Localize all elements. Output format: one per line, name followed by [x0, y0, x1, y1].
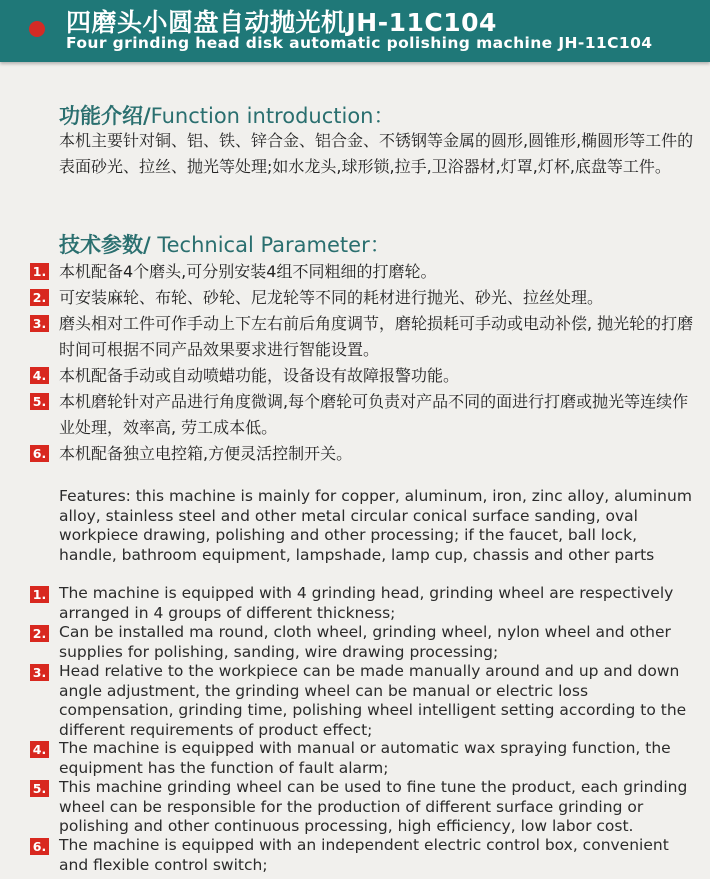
feature-item: [30, 662, 700, 740]
function-description: 本机主要针对铜、铝、铁、锌合金、铝合金、不锈钢等金属的圆形,圆锥形,椭圆形等工件的表面砂光、拉丝、抛光等处理;如水龙头,球形锁,拉手,卫浴器材,灯罩,灯杯,底盘等工件。: [59, 131, 694, 176]
feature-item: [30, 584, 700, 623]
tech-item: [30, 259, 700, 285]
number-badge: 3.: [30, 664, 49, 681]
tech-item: [30, 363, 700, 389]
feature-item: [30, 778, 700, 837]
tech-item: [30, 311, 700, 362]
number-badge: 4.: [30, 741, 49, 758]
number-badge: 1.: [30, 263, 49, 280]
tech-item-text: 本机磨轮针对产品进行角度微调,每个磨轮可负责对产品不同的面进行打磨或抛光等连续作业处理，效率高, 劳工成本低。: [59, 392, 689, 437]
feature-item: [30, 836, 700, 875]
number-badge: 5.: [30, 393, 49, 410]
number-badge: 5.: [30, 780, 49, 797]
tech-item: [30, 441, 700, 467]
technical-title-en: Technical Parameter：: [150, 233, 391, 257]
feature-item: [30, 739, 700, 778]
feature-item-text: The machine is equipped with an independent electric control box, convenient and flexible control switch;: [59, 836, 669, 874]
tech-item-text: 本机配备4个磨头,可分别安装4组不同粗细的打磨轮。: [59, 262, 437, 281]
tech-item-text: 磨头相对工件可作手动上下左右前后角度调节，磨轮损耗可手动或电动补偿, 抛光轮的打磨时间可根据不同产品效果要求进行智能设置。: [59, 314, 694, 359]
feature-item-text: The machine is equipped with 4 grinding head, grinding wheel are respectively arranged in 4 groups of different thickness;: [59, 584, 674, 622]
technical-title-cn: 技术参数/: [59, 233, 151, 257]
function-section-title: [59, 100, 394, 130]
features-description: Features: this machine is mainly for copper, aluminum, iron, zinc alloy, aluminum alloy, stainless steel and other metal circular conical surface sanding, oval workpiece drawing, polishing and other processing; if the faucet, ball lock, handle, bathroom equipment, lampshade, lamp cup, chassis and other parts: [59, 487, 692, 564]
technical-section-title: [59, 229, 391, 259]
feature-item: [30, 623, 700, 662]
header-title-en: Four grinding head disk automatic polishing machine JH-11C104: [66, 34, 653, 52]
header-title-cn: 四磨头小圆盘自动抛光机JH-11C104: [66, 8, 497, 37]
feature-item-text: Head relative to the workpiece can be made manually around and up and down angle adjustment, the grinding wheel can be manual or electric loss compensation, grinding time, polishing wheel intelligent setting according to the different requirements of product effect;: [59, 662, 687, 739]
number-badge: 2.: [30, 289, 49, 306]
number-badge: 6.: [30, 838, 49, 855]
tech-item-text: 可安装麻轮、布轮、砂轮、尼龙轮等不同的耗材进行抛光、砂光、拉丝处理。: [59, 288, 604, 307]
number-badge: 4.: [30, 367, 49, 384]
feature-item-text: Can be installed ma round, cloth wheel, grinding wheel, nylon wheel and other supplies for polishing, sanding, wire drawing processing;: [59, 623, 671, 661]
number-badge: 2.: [30, 625, 49, 642]
header-bar: [0, 0, 710, 62]
function-title-en: Function introduction：: [150, 104, 395, 128]
tech-item: [30, 285, 700, 311]
number-badge: 3.: [30, 315, 49, 332]
number-badge: 1.: [30, 586, 49, 603]
feature-item-text: The machine is equipped with manual or automatic wax spraying function, the equipment has the function of fault alarm;: [59, 739, 671, 777]
number-badge: 6.: [30, 445, 49, 462]
function-title-cn: 功能介绍/: [59, 104, 151, 128]
feature-item-text: This machine grinding wheel can be used to fine tune the product, each grinding wheel can be responsible for the production of different surface grinding or polishing and other continuous processing, high efficiency, low labor cost.: [59, 778, 688, 835]
tech-item-text: 本机配备独立电控箱,方便灵活控制开关。: [59, 444, 353, 463]
red-dot-icon: [29, 21, 45, 37]
tech-item: [30, 389, 700, 440]
tech-item-text: 本机配备手动或自动喷蜡功能，设备设有故障报警功能。: [59, 366, 460, 385]
